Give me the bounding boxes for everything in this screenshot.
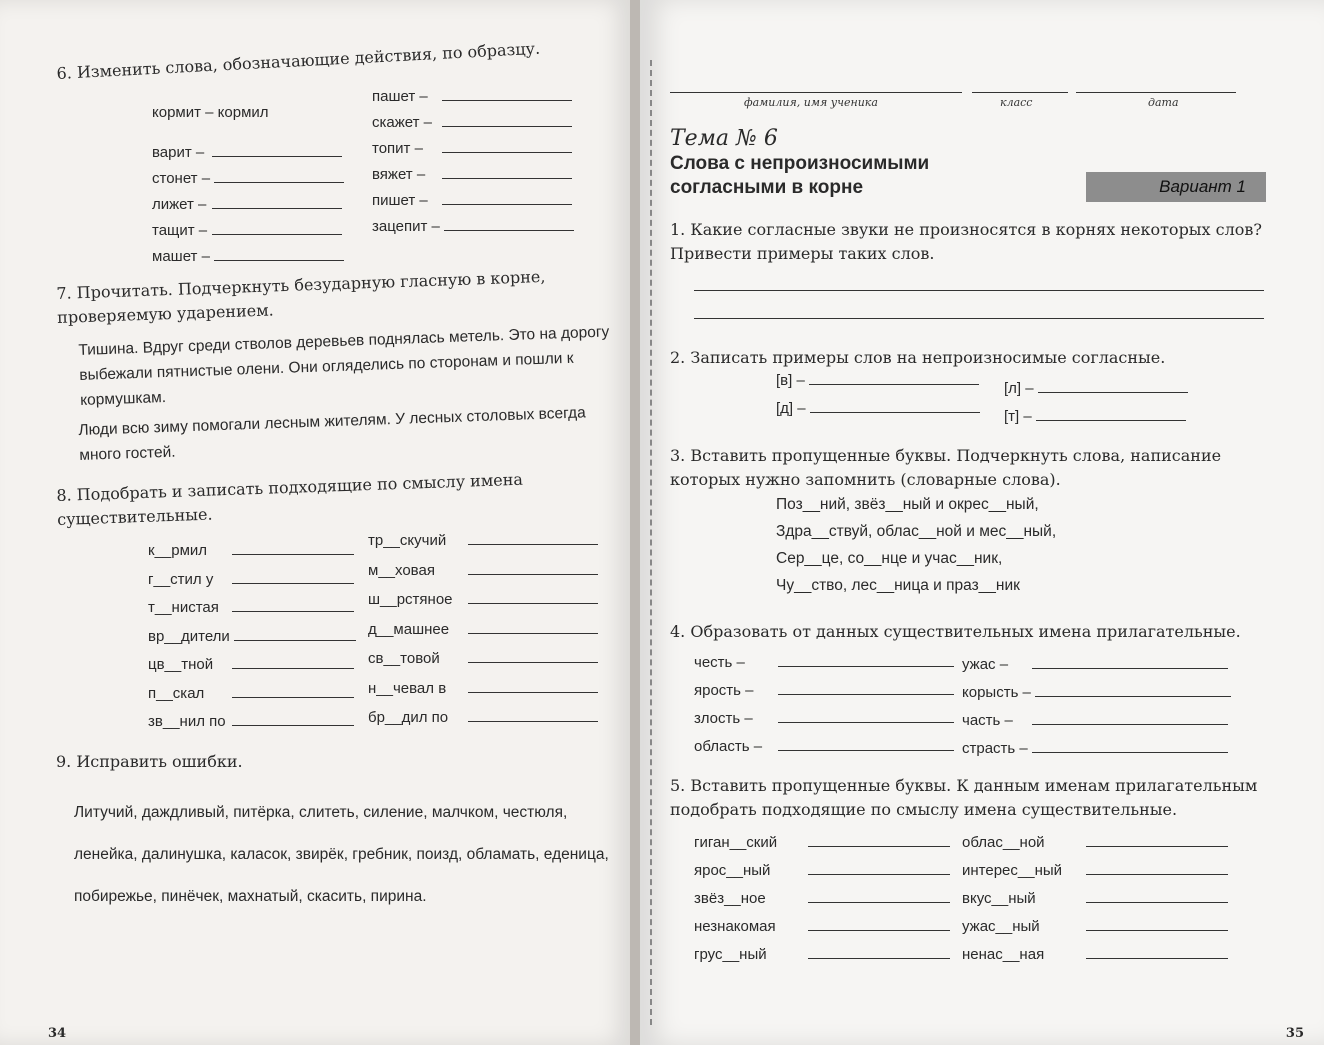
task4-col2-row: [962, 682, 1231, 701]
answer-line[interactable]: [1086, 832, 1228, 847]
answer-line[interactable]: [444, 216, 574, 231]
task5-col1-row: [694, 944, 950, 963]
date-line: [1076, 92, 1236, 93]
answer-line[interactable]: [232, 569, 354, 584]
answer-line[interactable]: [468, 707, 598, 722]
answer-line[interactable]: [442, 86, 572, 101]
task2-item: [1004, 406, 1186, 425]
task6-col2-row: [372, 190, 572, 209]
cut-line: [650, 60, 652, 1025]
task5-col2-label: вкус__ный: [962, 890, 1036, 907]
answer-line[interactable]: [810, 398, 980, 413]
answer-line[interactable]: [808, 832, 950, 847]
answer-line[interactable]: [1036, 406, 1186, 421]
task2-label: [т] –: [1004, 408, 1032, 425]
task7-text1: Тишина. Вдруг среди стволов деревьев поднялась метель. Это на дорогу выбежали пятнистые олени. Они огляделись по сторонам и пошли к кормушкам.: [78, 323, 610, 409]
task8-col2-label: н__чевал в: [368, 679, 447, 697]
answer-line[interactable]: [808, 944, 950, 959]
answer-line[interactable]: [1086, 944, 1228, 959]
answer-line[interactable]: [212, 194, 342, 209]
task3-line: Сер__це, со__нце и учас__ник,: [776, 550, 1003, 567]
variant-badge: Вариант 1: [1086, 172, 1266, 202]
task6-col1-label: варит –: [152, 144, 205, 161]
name-line: [670, 92, 962, 93]
task3-line: Поз__ний, звёз__ный и окрес__ный,: [776, 496, 1039, 513]
task9-prompt: 9. Исправить ошибки.: [56, 752, 243, 771]
task6-col2-row: [372, 216, 574, 235]
answer-line[interactable]: [214, 168, 344, 183]
task8-col2-label: тр__скучий: [368, 532, 447, 549]
task8-col1-row: [148, 597, 354, 616]
answer-line[interactable]: [808, 860, 950, 875]
left-page: [0, 0, 632, 1045]
task4-col1-row: [694, 736, 954, 755]
task8-col2-row: [368, 707, 598, 726]
task2-label: [д] –: [776, 400, 806, 417]
task4-col1-row: [694, 652, 954, 671]
answer-line[interactable]: [778, 736, 954, 751]
task2-item: [1004, 378, 1188, 397]
task5-col1-label: звёз__ное: [694, 890, 766, 907]
topic-subtitle: Слова с непроизносимыми согласными в корне: [670, 153, 930, 198]
task6-col1-label: лижет –: [152, 196, 207, 213]
task8-col2-label: св__товой: [368, 650, 440, 667]
task6-col2-label: топит –: [372, 140, 423, 157]
answer-line[interactable]: [778, 680, 954, 695]
task4-col2-label: часть –: [962, 712, 1013, 729]
task6-col1-label: стонет –: [152, 170, 211, 187]
task5-col2-row: [962, 944, 1228, 963]
task6-col1-row: [152, 194, 342, 213]
task6-col1-row: [152, 142, 342, 161]
answer-line[interactable]: [1086, 916, 1228, 931]
task8-col1-label: вр__дители: [148, 627, 230, 645]
task7-prompt: 7. Прочитать. Подчеркнуть безударную гласную в корне, проверяемую ударением.: [56, 266, 546, 327]
answer-line[interactable]: [468, 530, 598, 545]
task6-col1-label: машет –: [152, 248, 210, 265]
task5-col1-row: [694, 832, 950, 851]
answer-line[interactable]: [232, 683, 354, 698]
task8-col1-label: п__скал: [148, 684, 205, 702]
task4-col2-row: [962, 654, 1228, 673]
task8-col1-label: цв__тной: [148, 656, 214, 673]
answer-line[interactable]: [1032, 654, 1228, 669]
task8-col1-label: зв__нил по: [148, 713, 226, 730]
task7-text2: Люди всю зиму помогали лесным жителям. У лесных столовых всегда много гостей.: [78, 404, 586, 464]
answer-line[interactable]: [778, 708, 954, 723]
task4-col2-label: страсть –: [962, 740, 1028, 757]
task8-col1-row: [148, 711, 354, 730]
task6-col2-label: скажет –: [372, 114, 432, 131]
task8-col1-row: [148, 683, 354, 702]
answer-line[interactable]: [1086, 860, 1228, 875]
task6-example: кормит – кормил: [152, 104, 269, 121]
task3-line: Чу__ство, лес__ница и праз__ник: [776, 577, 1020, 594]
task8-col1-row: [148, 540, 354, 559]
task5-col1-label: грус__ный: [694, 946, 767, 963]
task6-col1-row: [152, 220, 342, 239]
answer-line[interactable]: [442, 190, 572, 205]
answer-line[interactable]: [694, 290, 1264, 291]
task6-col2-label: вяжет –: [372, 166, 426, 183]
task8-col2-row: [368, 589, 598, 608]
task2-item: [776, 398, 980, 417]
answer-line[interactable]: [232, 597, 354, 612]
task4-col2-row: [962, 710, 1228, 729]
task8-prompt: 8. Подобрать и записать подходящие по смыслу имена существительные.: [56, 469, 524, 529]
task6-col2-label: пашет –: [372, 88, 428, 105]
task4-prompt: 4. Образовать от данных существительных имена прилагательные.: [670, 622, 1241, 641]
task8-col2-label: бр__дил по: [368, 709, 449, 726]
task6-col2-label: пишет –: [372, 192, 428, 209]
task6-col1-row: [152, 168, 344, 187]
task5-col2-label: интерес__ный: [962, 862, 1063, 879]
answer-line[interactable]: [1032, 710, 1228, 725]
task8-col2-label: д__машнее: [368, 620, 450, 638]
task3-prompt: 3. Вставить пропущенные буквы. Подчеркнуть слова, написание которых нужно запомнить (словарные слова).: [670, 446, 1222, 489]
task8-col1-label: к__рмил: [148, 542, 208, 559]
task8-col1-label: г__стил у: [148, 570, 214, 588]
task5-col2-label: ненас__ная: [962, 946, 1045, 963]
task4-col2-label: корысть –: [962, 684, 1031, 701]
topic-title: Тема № 6: [670, 126, 778, 151]
answer-line[interactable]: [1038, 378, 1188, 393]
task8-col1-row: [148, 654, 354, 673]
task2-label: [в] –: [776, 372, 805, 389]
answer-line[interactable]: [468, 648, 598, 663]
task6-col2-row: [372, 86, 572, 105]
task9-text: Литучий, даждливый, питёрка, слитеть, силение, малчком, честюля, ленейка, далинушка, каласок, звирёк, гребник, поизд, обламать, еденица, побирежье, пинёчек, махнатый, скасить, пирина.: [74, 804, 609, 905]
name-label: фамилия, имя ученика: [744, 96, 878, 109]
task5-col1-row: [694, 860, 950, 879]
page-number-left: 34: [48, 1026, 67, 1041]
task4-col1-row: [694, 680, 954, 699]
task6-col2-label: зацепит –: [372, 218, 440, 235]
task5-col1-row: [694, 888, 950, 907]
task4-col1-label: ярость –: [694, 682, 754, 699]
task8-col1-row: [148, 569, 354, 588]
answer-line[interactable]: [468, 619, 598, 634]
answer-line[interactable]: [232, 711, 354, 726]
answer-line[interactable]: [442, 164, 572, 179]
task8-col1-row: [148, 626, 356, 645]
task1-prompt: 1. Какие согласные звуки не произносятся в корнях некоторых слов? Привести примеры таких слов.: [670, 220, 1262, 263]
task5-col1-label: ярос__ный: [694, 862, 771, 879]
task4-col2-row: [962, 738, 1228, 757]
task5-col2-row: [962, 888, 1228, 907]
task5-col2-label: облас__ной: [962, 834, 1045, 851]
task6-col2-row: [372, 138, 572, 157]
answer-line[interactable]: [694, 318, 1264, 319]
task5-col1-label: гиган__ский: [694, 834, 778, 851]
answer-line[interactable]: [468, 678, 598, 693]
task5-col1-row: [694, 916, 950, 935]
answer-line[interactable]: [468, 560, 598, 575]
task5-col2-row: [962, 832, 1228, 851]
task8-col2-row: [368, 560, 598, 579]
task4-col1-row: [694, 708, 954, 727]
task8-col2-label: ш__рстяное: [368, 591, 453, 608]
task8-col2-row: [368, 619, 598, 638]
answer-line[interactable]: [1086, 888, 1228, 903]
task5-col1-label: незнакомая: [694, 918, 776, 935]
task6-prompt: 6. Изменить слова, обозначающие действия, по образцу.: [56, 38, 541, 83]
task5-col2-label: ужас__ный: [962, 918, 1040, 935]
answer-line[interactable]: [232, 654, 354, 669]
task6-col1-row: [152, 246, 344, 265]
task4-col1-label: злость –: [694, 710, 753, 727]
task8-col2-label: м__ховая: [368, 561, 435, 579]
task8-col2-row: [368, 648, 598, 667]
class-line: [972, 92, 1068, 93]
task8-col1-label: т__нистая: [148, 599, 219, 616]
task2-item: [776, 370, 979, 389]
answer-line[interactable]: [212, 220, 342, 235]
answer-line[interactable]: [778, 652, 954, 667]
task3-line: Здра__ствуй, облас__ной и мес__ный,: [776, 523, 1057, 540]
answer-line[interactable]: [442, 138, 572, 153]
task2-prompt: 2. Записать примеры слов на непроизносимые согласные.: [670, 348, 1166, 367]
answer-line[interactable]: [212, 142, 342, 157]
task8-col2-row: [368, 678, 598, 697]
answer-line[interactable]: [214, 246, 344, 261]
answer-line[interactable]: [809, 370, 979, 385]
task4-col2-label: ужас –: [962, 656, 1009, 673]
answer-line[interactable]: [808, 916, 950, 931]
task8-col2-row: [368, 530, 598, 549]
answer-line[interactable]: [1035, 682, 1231, 697]
task5-col2-row: [962, 860, 1228, 879]
answer-line[interactable]: [808, 888, 950, 903]
task5-col2-row: [962, 916, 1228, 935]
answer-line[interactable]: [468, 589, 598, 604]
page-number-right: 35: [1285, 1026, 1304, 1041]
class-label: класс: [1000, 96, 1033, 109]
task6-col2-row: [372, 112, 572, 131]
task4-col1-label: область –: [694, 738, 763, 755]
answer-line[interactable]: [234, 626, 356, 641]
task6-col2-row: [372, 164, 572, 183]
date-label: дата: [1148, 96, 1179, 109]
answer-line[interactable]: [1032, 738, 1228, 753]
task4-col1-label: честь –: [694, 654, 745, 671]
task5-prompt: 5. Вставить пропущенные буквы. К данным именам прилагательным подобрать подходящие по смыслу имена существительные.: [670, 776, 1258, 819]
answer-line[interactable]: [442, 112, 572, 127]
answer-line[interactable]: [232, 540, 354, 555]
task2-label: [л] –: [1004, 380, 1034, 397]
task6-col1-label: тащит –: [152, 222, 208, 239]
right-page: [640, 0, 1324, 1045]
